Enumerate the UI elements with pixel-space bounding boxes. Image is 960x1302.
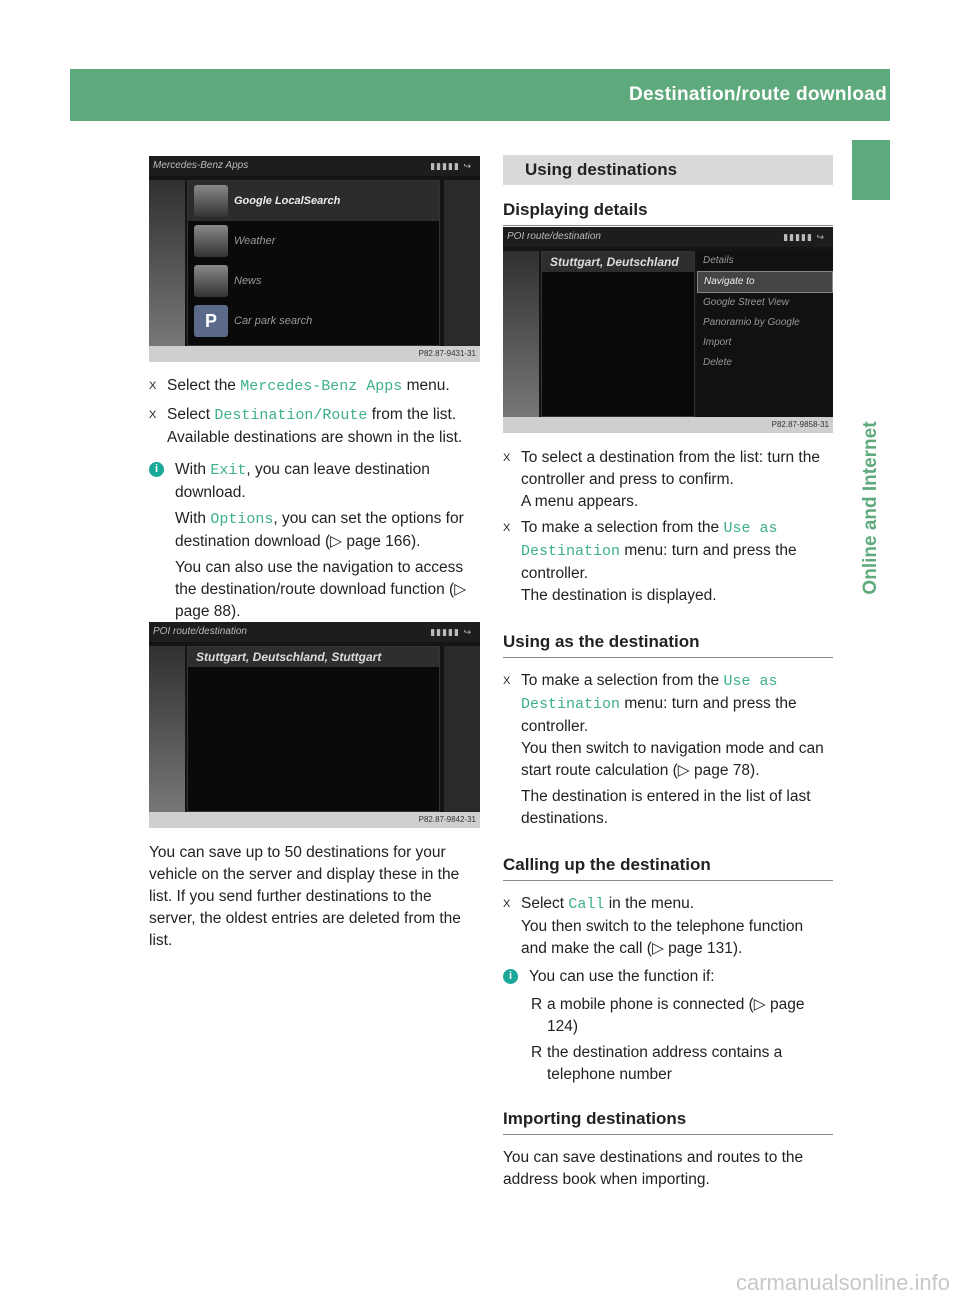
watermark: carmanualsonline.info: [735, 1270, 950, 1295]
subheading: Importing destinations: [503, 1108, 833, 1135]
app-icon: [194, 265, 228, 297]
menu-item: Google Street View: [703, 297, 789, 308]
subheading: Calling up the destination: [503, 854, 833, 881]
step-marker: X: [503, 452, 511, 464]
apps-list: [187, 180, 440, 346]
app-icon: [194, 225, 228, 257]
menu-item: Navigate to: [697, 271, 833, 293]
section-tab: [852, 140, 890, 200]
signal-icon: ▮▮▮▮▮ ↪: [430, 627, 472, 637]
bullet-marker: R: [531, 996, 543, 1013]
right-panel: [444, 646, 480, 812]
step-item: X To make a selection from the Use as Destination menu: turn and press the controller. You then switch to navigation mode and can start route calculation (▷ page 78).: [503, 672, 824, 779]
screenshot-mercedes-apps: [149, 156, 480, 362]
right-body: X To select a destination from the list: turn the controller and press to confirm. A menu appears. X To make a selection from the Use as Destination menu: turn and press the controller. The destination is displayed. Using as the destination X To make a selection from the Use as Destination menu: turn and press the controller. You then switch to navigation mode and can start route calculation (▷ page 78). The destination is entered in the list of last destinations. Calling up the destination X Select Call in the menu. You then switch to the telephone function and make the call (▷ page 131). i You can use the function if: R a mobile phone is connected (▷ page 124) R the destination address contains a telephone number Importing destinations You can save destinations and routes to the address book when importing.: [503, 447, 833, 1191]
signal-icon: ▮▮▮▮▮ ↪: [430, 161, 472, 171]
left-steps: [149, 375, 480, 623]
menu-item: Delete: [703, 357, 732, 368]
section-heading: Using destinations: [503, 155, 833, 185]
screen-title: POI route/destination: [507, 231, 601, 242]
right-top: [503, 155, 833, 236]
left-paragraph: You can save up to 50 destinations for your vehicle on the server and display these in the list. If you send further destinations to the server, the oldest entries are deleted from the list.: [149, 844, 461, 949]
app-icon: [194, 185, 228, 217]
step-item: X Select Call in the menu. You then switch to the telephone function and make the call (▷ page 131).: [503, 895, 804, 957]
back-panel: [149, 180, 185, 346]
bullet-item: R a mobile phone is connected (▷ page 124): [531, 996, 805, 1035]
step-marker: X: [503, 675, 511, 687]
header-title: Destination/route download: [629, 84, 887, 105]
destination-row: Stuttgart, Deutschland: [542, 252, 694, 272]
info-icon: i: [503, 969, 518, 984]
screenshot-poi-route: [149, 622, 480, 828]
parking-icon: P: [194, 305, 228, 337]
step-marker: X: [503, 522, 511, 534]
bullet-marker: R: [531, 1044, 543, 1061]
figure-code: P82.87-9431-31: [149, 346, 480, 362]
step-marker: X: [149, 409, 157, 421]
back-panel: [503, 251, 539, 417]
info-icon: i: [149, 462, 164, 477]
info-note: i With Exit, you can leave destination download. With Options, you can set the options for destination download (▷ page 166). You can also use the navigation to access the destination/route download function (▷ page 88).: [149, 459, 480, 623]
destination-view: [187, 646, 440, 812]
section-label: Online and Internet: [860, 421, 881, 595]
step-item: X To select a destination from the list: turn the controller and press to confirm. A menu appears.: [503, 449, 820, 510]
screenshot-details-menu: [503, 227, 833, 433]
step-item: X To make a selection from the Use as Destination menu: turn and press the controller. The destination is displayed.: [503, 519, 797, 604]
signal-icon: ▮▮▮▮▮ ↪: [783, 232, 825, 242]
step-item: X Select Destination/Route from the list. Available destinations are shown in the list.: [149, 406, 463, 446]
destination-row: Stuttgart, Deutschland, Stuttgart: [188, 647, 439, 667]
list-item: News: [188, 261, 439, 301]
bullet-item: R the destination address contains a telephone number: [531, 1044, 783, 1083]
list-item: Weather: [188, 221, 439, 261]
menu-item: Details: [703, 255, 734, 266]
subheading: Using as the destination: [503, 631, 833, 658]
page-number: 165: [917, 84, 948, 104]
menu-item: Panoramio by Google: [703, 317, 800, 328]
info-note: i You can use the function if: R a mobile phone is connected (▷ page 124) R the destination address contains a telephone number: [503, 966, 833, 1086]
page-header: [70, 69, 948, 121]
step-marker: X: [503, 898, 511, 910]
screen-title: POI route/destination: [153, 626, 247, 637]
screen-title: Mercedes-Benz Apps: [153, 160, 249, 171]
figure-code: P82.87-9842-31: [149, 812, 480, 828]
options-menu: [697, 251, 833, 417]
right-panel: [444, 180, 480, 346]
destination-view: [541, 251, 695, 417]
step-item: X Select the Mercedes-Benz Apps menu.: [149, 377, 450, 395]
figure-code: P82.87-9858-31: [503, 417, 833, 433]
subheading: Displaying details: [503, 199, 833, 226]
step-marker: X: [149, 380, 157, 392]
back-panel: [149, 646, 185, 812]
list-item: P Car park search: [188, 301, 439, 341]
list-item: Google LocalSearch: [188, 181, 439, 221]
menu-item: Import: [703, 337, 732, 348]
